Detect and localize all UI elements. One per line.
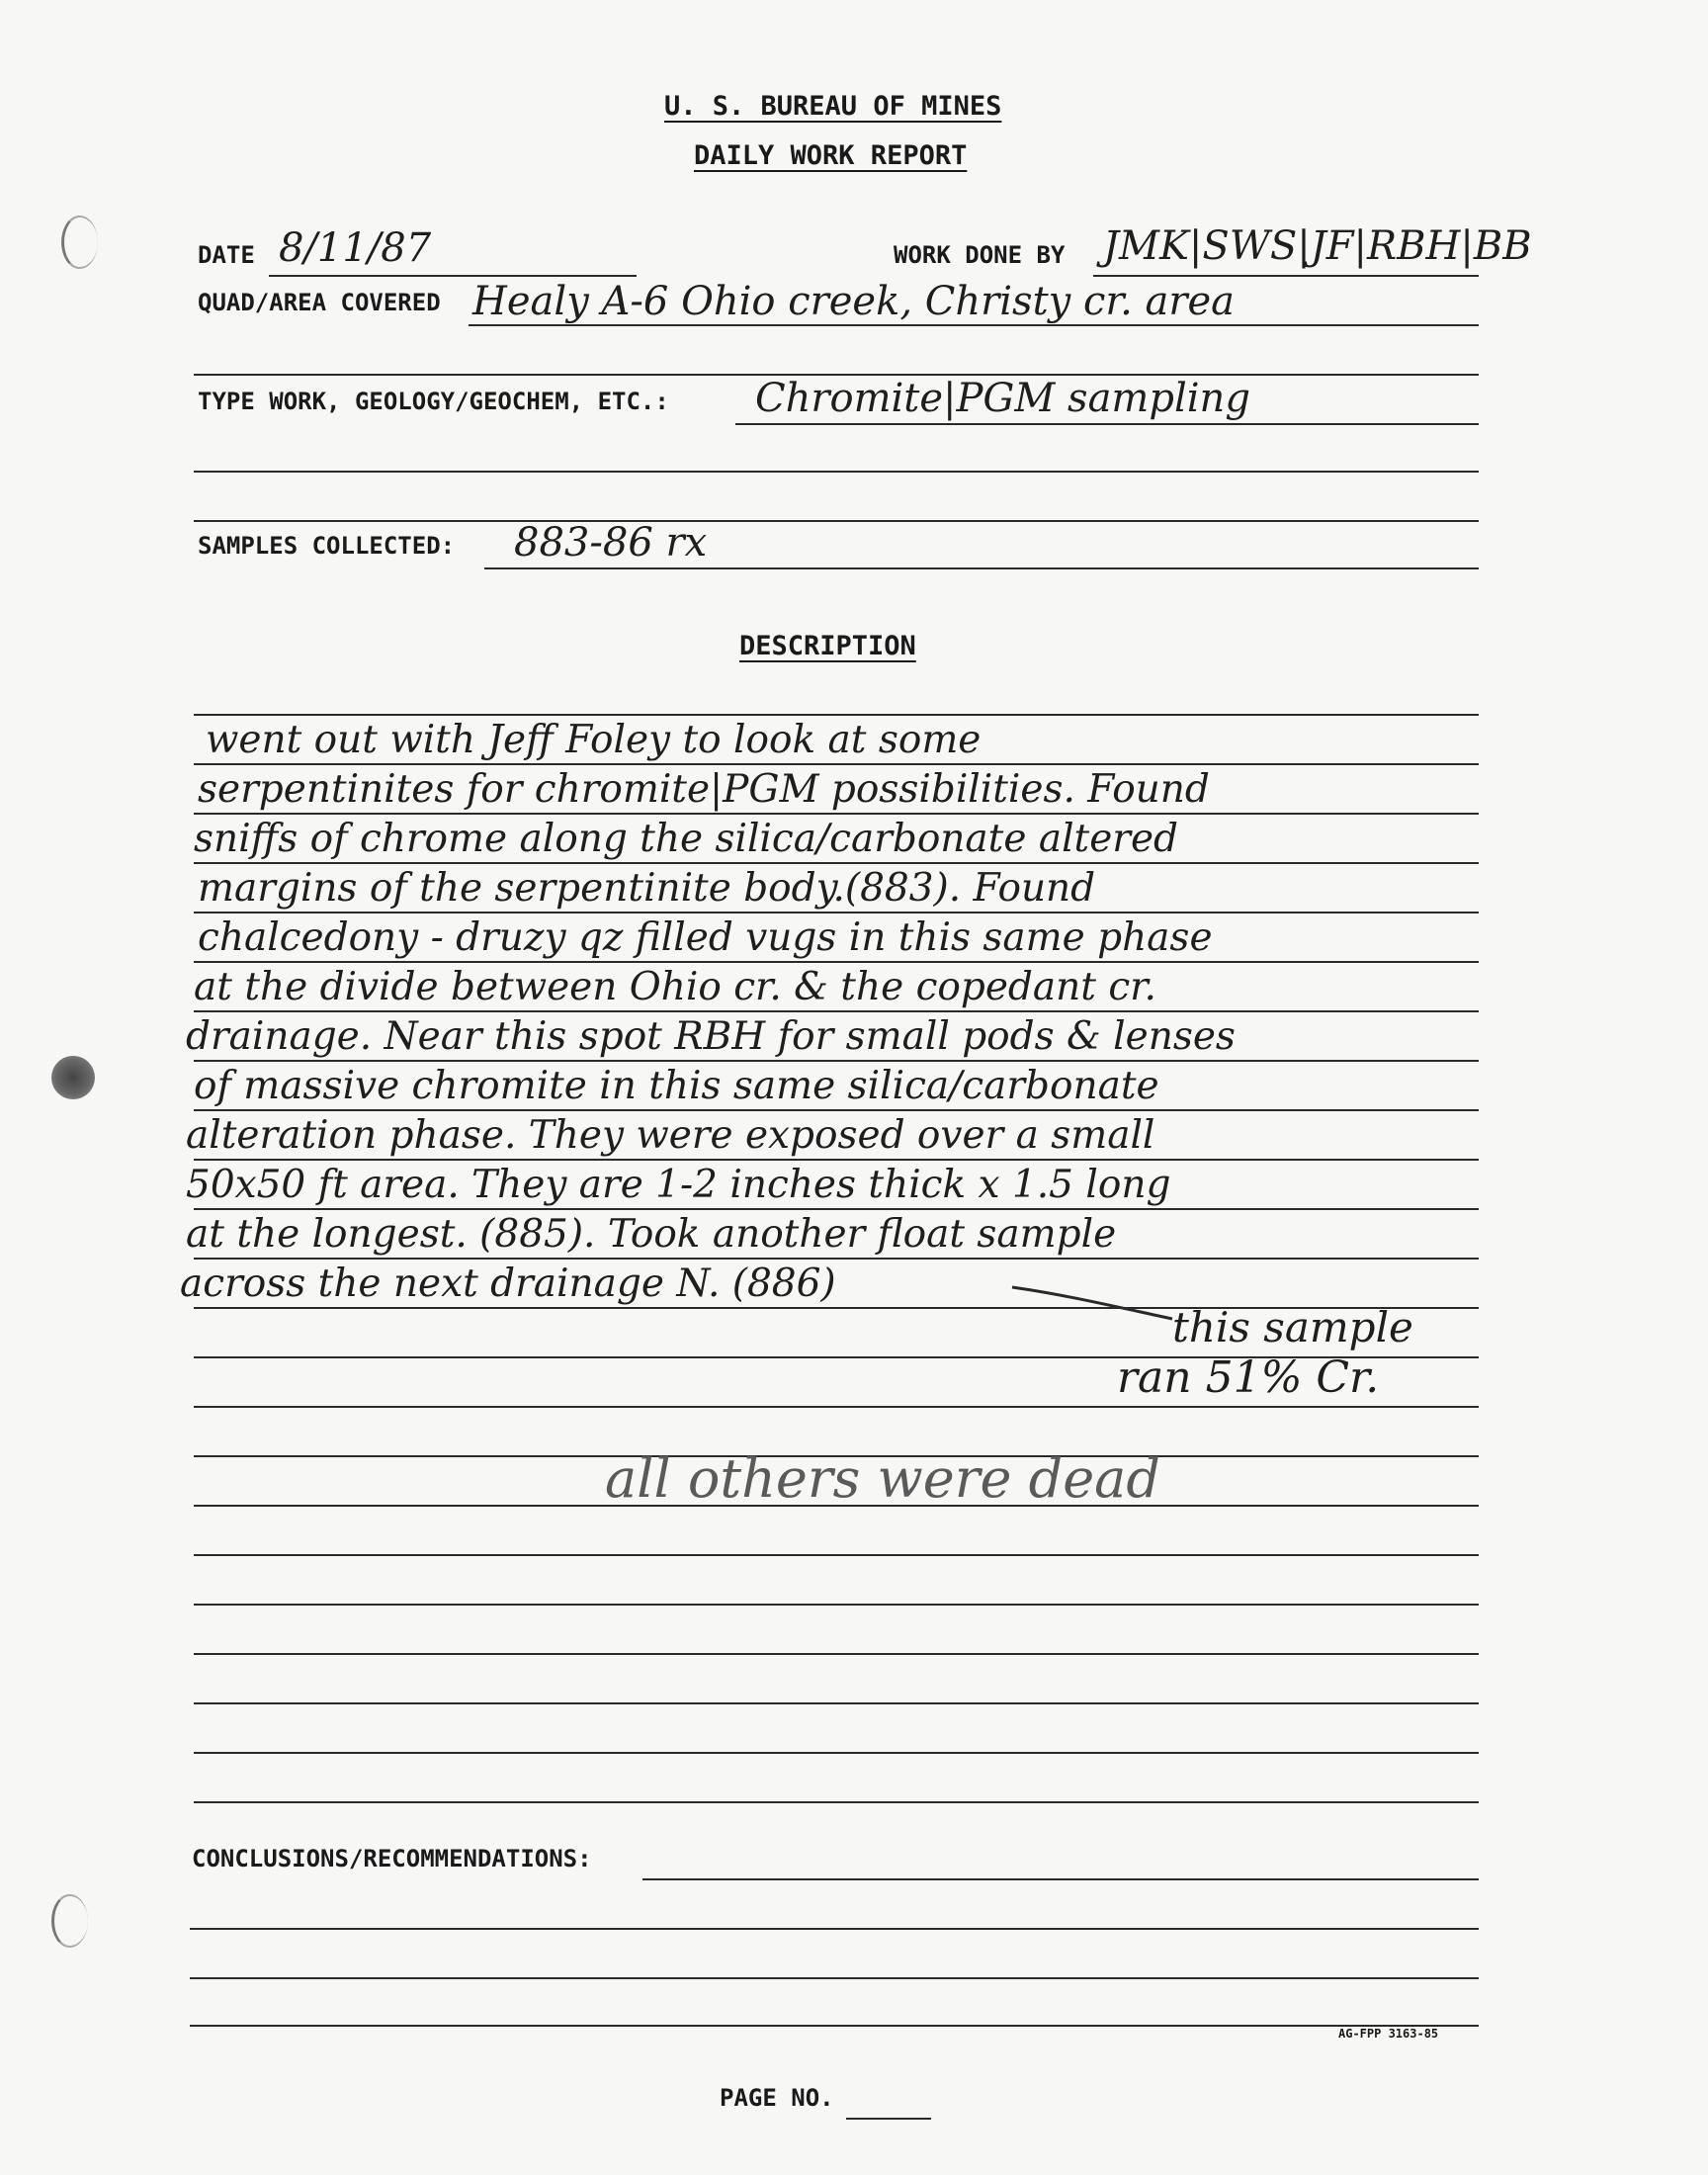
description-heading: DESCRIPTION — [739, 631, 916, 661]
conclusions-label: CONCLUSIONS/RECOMMENDATIONS: — [192, 1845, 592, 1872]
description-line: at the divide between Ohio cr. & the copedant cr. — [194, 965, 1156, 1009]
sample-note-line-2: ran 51% Cr. — [1117, 1352, 1380, 1403]
description-line: alteration phase. They were exposed over a small — [186, 1113, 1155, 1158]
description-line: margins of the serpentinite body.(883). Found — [198, 866, 1096, 911]
type-work-extra-line-1 — [194, 471, 1479, 473]
agency-title: U. S. BUREAU OF MINES — [664, 91, 1002, 122]
page-number-underline — [846, 2118, 931, 2120]
description-line: 50x50 ft area. They are 1-2 inches thick x 1.5 long — [186, 1163, 1171, 1207]
type-work-label: TYPE WORK, GEOLOGY/GEOCHEM, ETC.: — [198, 388, 669, 415]
quad-area-underline — [469, 324, 1479, 326]
samples-collected-value: 883-86 rx — [514, 520, 708, 566]
work-done-by-underline — [1093, 275, 1479, 277]
binder-hole-bottom — [51, 1894, 88, 1948]
sample-note-line-1: this sample — [1172, 1303, 1413, 1351]
type-work-extra-line-2 — [194, 520, 1479, 522]
annotation-arrow-line — [1008, 1275, 1176, 1325]
description-line: serpentinites for chromite|PGM possibilities. Found — [198, 767, 1210, 812]
all-others-dead-note: all others were dead — [605, 1447, 1160, 1510]
description-line: across the next drainage N. (886) — [180, 1262, 836, 1306]
description-line: chalcedony - druzy qz filled vugs in this same phase — [198, 915, 1213, 960]
binder-hole-top — [61, 216, 98, 269]
samples-collected-underline — [484, 567, 1479, 569]
description-line: drainage. Near this spot RBH for small pods & lenses — [186, 1014, 1236, 1059]
page-number-label: PAGE NO. — [720, 2084, 834, 2112]
date-value: 8/11/87 — [279, 225, 432, 271]
type-work-value: Chromite|PGM sampling — [755, 376, 1250, 421]
description-line: of massive chromite in this same silica/carbonate — [194, 1064, 1159, 1108]
form-code: AG-FPP 3163-85 — [1338, 2027, 1439, 2041]
description-line: at the longest. (885). Took another float sample — [186, 1212, 1117, 1257]
binder-punch-middle — [51, 1056, 95, 1099]
date-label: DATE — [198, 241, 255, 269]
conclusions-underline — [642, 1878, 1479, 1880]
type-work-underline — [735, 423, 1479, 425]
work-done-by-value: JMK|SWS|JF|RBH|BB — [1103, 223, 1532, 269]
description-line: sniffs of chrome along the silica/carbonate altered — [194, 817, 1178, 861]
description-line: went out with Jeff Foley to look at some — [206, 718, 982, 762]
quad-area-value: Healy A-6 Ohio creek, Christy cr. area — [472, 279, 1235, 324]
report-title: DAILY WORK REPORT — [694, 140, 968, 171]
work-done-by-label: WORK DONE BY — [894, 241, 1066, 269]
samples-collected-label: SAMPLES COLLECTED: — [198, 532, 456, 560]
date-underline — [269, 275, 637, 277]
quad-area-label: QUAD/AREA COVERED — [198, 289, 441, 316]
